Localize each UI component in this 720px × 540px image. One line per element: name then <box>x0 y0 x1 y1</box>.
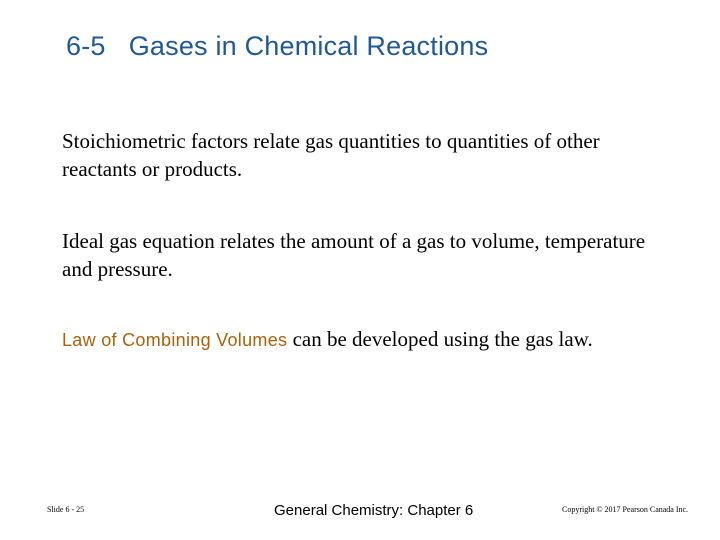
footer-slide-number: Slide 6 - 25 <box>47 505 85 514</box>
bullet-text: can be developed using the gas law. <box>287 327 593 351</box>
bullet-text: Ideal gas equation relates the amount of a gas to volume, temperature and pressure. <box>62 229 646 281</box>
slide-title: 6-5 Gases in Chemical Reactions <box>66 31 489 61</box>
bullet-text: Stoichiometric factors relate gas quantities to quantities of other reactants or products. <box>62 129 600 181</box>
footer-copyright: Copyright © 2017 Pearson Canada Inc. <box>562 505 689 514</box>
bullet-stoichiometric-factors <box>62 127 662 183</box>
bullet-ideal-gas-equation <box>62 227 662 283</box>
highlighted-term: Law of Combining Volumes <box>62 330 288 350</box>
bullet-law-of-combining-volumes <box>62 325 662 354</box>
footer-chapter: General Chemistry: Chapter 6 <box>274 502 474 519</box>
